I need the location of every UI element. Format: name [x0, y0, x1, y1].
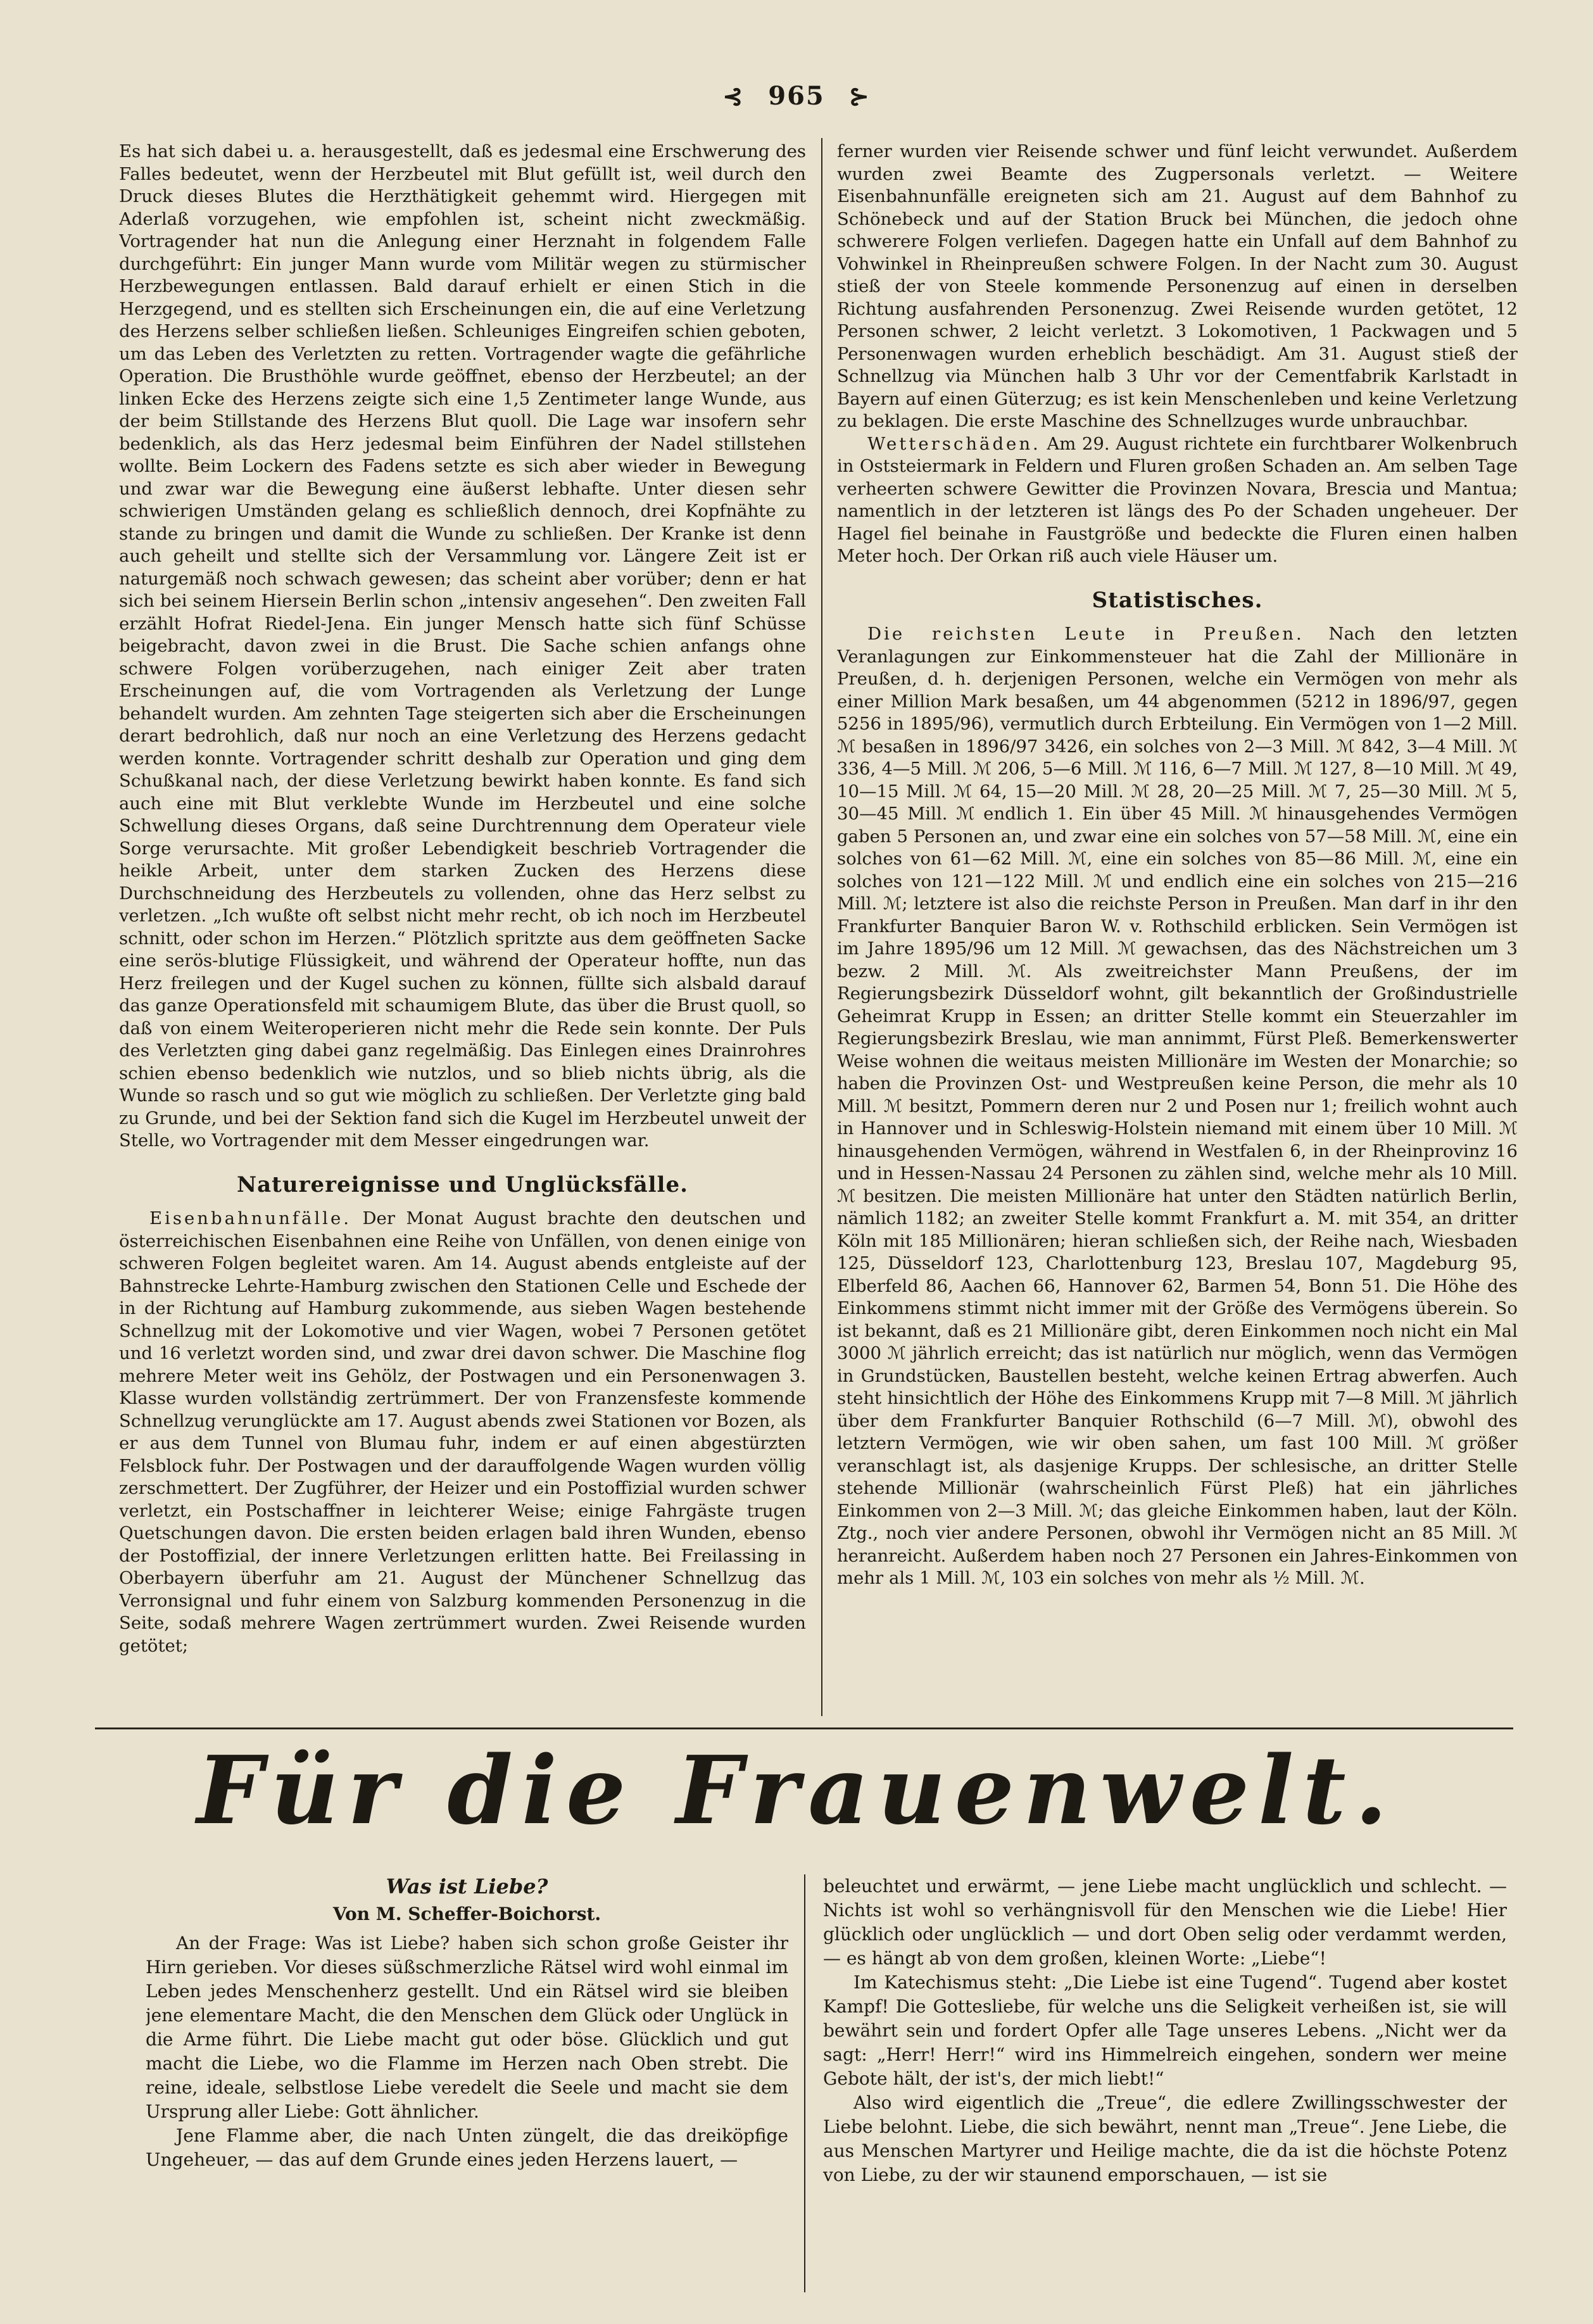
richest-people-paragraph	[837, 623, 1518, 1590]
article-left-column	[146, 1874, 788, 2292]
article-author: Von M. Scheffer-Boichorst.	[332, 1904, 601, 1924]
heading-statistics: Statistisches.	[1092, 587, 1263, 613]
column-divider	[821, 138, 822, 1716]
article-paragraph: Also wird eigentlich die „Treue“, die edlere Zwillingsschwester der Liebe belohnt. Liebe, die sich bewährt, nennt man „Treue“. Jene Liebe, die aus Menschen Martyrer und Heilige machte, die da ist die höchste Potenz von Liebe, zu der wir staunend emporschauen, — ist sie	[823, 2092, 1507, 2185]
heading-natural-events: Naturereignisse und Unglücksfälle.	[237, 1171, 688, 1197]
ornament-right-icon: ⊱	[848, 82, 871, 110]
railway-accidents-text: Der Monat August brachte den deutschen und österreichischen Eisenbahnen eine Reihe von Unfällen, von denen einige von schweren Folgen begleitet waren. Am 14. August abends entgleiste auf der Bahnstrecke Lehrte-Hamburg zwischen den Stationen Celle und Eschede der in der Richtung auf Hamburg zukommende, aus sieben Wagen bestehende Schnellzug mit der Lokomotive und vier Wagen, wobei 7 Personen getötet und 16 verletzt worden sind, und zwar drei davon schwer. Die Maschine flog mehrere Meter weit ins Gehölz, der Postwagen und ein Personenwagen 3. Klasse wurden vollständig zertrümmert. Der von Franzensfeste kommende Schnellzug verunglückte am 17. August abends zwei Stationen vor Bozen, als er aus dem Tunnel von Blumau fuhr, indem er auf einen abgestürzten Felsblock fuhr. Der Postwagen und der darauffolgende Wagen wurden völlig zerschmettert. Der Zugführer, der Heizer und ein Postoffizial wurden schwer verletzt, ein Postschaffner in leichterer Weise; einige Fahrgäste trugen Quetschungen davon. Die ersten beiden erlagen bald ihren Wunden, ebenso der Postoffizial, der innere Verletzungen erlitten hatte. Bei Freilassing in Oberbayern überfuhr am 21. August der Münchener Schnellzug das Verronsignal und fuhr einem von Salzburg kommenden Personenzug in die Seite, sodaß mehrere Wagen zertrümmert wurden. Zwei Reisende wurden getötet;	[119, 1208, 806, 1656]
left-column	[119, 141, 806, 1721]
richest-people-text: Nach den letzten Veranlagungen zur Einkommensteuer hat die Zahl der Millionäre in Preußen, d. h. derjenigen Personen, welche ein Vermögen von mehr als einer Million Mark besaßen, um 44 abgenommen (5212 in 1896/97, gegen 5256 in 1895/96), vermutlich durch Erbteilung. Ein Vermögen von 1—2 Mill. ℳ besaßen in 1896/97 3426, ein solches von 2—3 Mill. ℳ 842, 3—4 Mill. ℳ 336, 4—5 Mill. ℳ 206, 5—6 Mill. ℳ 116, 6—7 Mill. ℳ 127, 8—10 Mill. ℳ 49, 10—15 Mill. ℳ 64, 15—20 Mill. ℳ 28, 20—25 Mill. ℳ 7, 25—30 Mill. ℳ 5, 30—45 Mill. ℳ endlich 1. Ein über 45 Mill. ℳ hinausgehendes Vermögen gaben 5 Personen an, und zwar eine ein solches von 57—58 Mill. ℳ, eine ein solches von 61—62 Mill. ℳ, eine ein solches von 85—86 Mill. ℳ, eine ein solches von 121—122 Mill. ℳ und endlich eine ein solches von 215—216 Mill. ℳ; letztere ist also die reichste Person in Preußen. Man darf in ihr den Frankfurter Banquier Baron W. v. Rothschild erblicken. Sein Vermögen ist im Jahre 1895/96 um 12 Mill. ℳ gewachsen, das des Nächstreichen um 3 bezw. 2 Mill. ℳ. Als zweitreichster Mann Preußens, der im Regierungsbezirk Düsseldorf wohnt, gilt bekanntlich der Großindustrielle Geheimrat Krupp in Essen; an dritter Stelle kommt ein Steuerzahler im Regierungsbezirk Breslau, wie man annimmt, Fürst Pleß. Bemerkenswerter Weise wohnen die weitaus meisten Millionäre im Westen der Monarchie; so haben die Provinzen Ost- und Westpreußen keine Person, die mehr als 10 Mill. ℳ besitzt, Pommern deren nur 2 und Posen nur 1; freilich wohnt auch in Hannover und in Schleswig-Holstein niemand mit einem über 10 Mill. ℳ hinausgehenden Vermögen, während in Westfalen 6, in der Rheinprovinz 16 und in Hessen-Nassau 24 Personen zu zählen sind, welche mehr als 10 Mill. ℳ besitzen. Die meisten Millionäre hat unter den Städten natürlich Berlin, nämlich 1182; an zweiter Stelle kommt Frankfurt a. M. mit 354, an dritter Köln mit 185 Millionären; hieran schließen sich, der Reihe nach, Wiesbaden 125, Düsseldorf 123, Charlottenburg 123, Breslau 107, Magdeburg 95, Elberfeld 86, Aachen 66, Hannover 62, Barmen 54, Bonn 51. Die Höhe des Einkommens stimmt nicht immer mit der Größe des Vermögens überein. So ist bekannt, daß es 21 Millionäre gibt, deren Einkommen noch nicht ein Mal 3000 ℳ jährlich erreicht; das ist natürlich nur möglich, wenn das Vermögen in Grundstücken, Baustellen besteht, welche keinen Ertrag abwerfen. Auch steht hinsichtlich der Höhe des Einkommens Krupp mit 7—8 Mill. ℳ jährlich über dem Frankfurter Banquier Rothschild (6—7 Mill. ℳ), obwohl des letztern Vermögen, wie wir oben sahen, um fast 100 Mill. ℳ größer veranschlagt ist, als dasjenige Krupps. Der schlesische, an dritter Stelle stehende Millionär (wahrscheinlich Fürst Pleß) hat ein jährliches Einkommen von 2—3 Mill. ℳ; das gleiche Einkommen haben, laut der Köln. Ztg., noch vier andere Personen, obwohl ihr Vermögen nicht an 85 Mill. ℳ heranreicht. Außerdem haben noch 27 Personen ein Jahres-Einkommen von mehr als 1 Mill. ℳ, 103 ein solches von mehr als ½ Mill. ℳ.	[837, 624, 1518, 1588]
ornament-left-icon: ⊰	[722, 82, 745, 110]
railway-accidents-lead: Eisenbahnunfälle.	[149, 1208, 351, 1228]
accidents-continued-paragraph: ferner wurden vier Reisende schwer und fünf leicht verwundet. Außerdem wurden zwei Beamte des Zugpersonals verletzt. — Weitere Eisenbahnunfälle ereigneten sich am 21. August auf dem Bahnhof zu Schönebeck und auf der Station Bruck bei München, die jedoch ohne schwerere Folgen verliefen. Dagegen hatte ein Unfall auf dem Bahnhof zu Vohwinkel in Rheinpreußen schwere Folgen. In der Nacht zum 30. August stieß der von Steele kommende Personenzug auf einen in derselben Richtung ausfahrenden Personenzug. Zwei Reisende wurden getötet, 12 Personen schwer, 2 leicht verletzt. 3 Lokomotiven, 1 Packwagen und 5 Personenwagen wurden erheblich beschädigt. Am 31. August stieß der Schnellzug via München halb 3 Uhr vor der Cementfabrik Karlstadt in Bayern auf einen Güterzug; es ist kein Menschenleben und keine Verletzung zu beklagen. Die erste Maschine des Schnellzuges wurde unbrauchbar.	[837, 141, 1518, 431]
page-number-header	[0, 81, 1593, 111]
article-paragraph: Jene Flamme aber, die nach Unten züngelt, die das dreiköpfige Ungeheuer, — das auf dem Grunde eines jeden Herzens lauert, —	[146, 2125, 788, 2170]
banner-title: Für die Frauenwelt.	[196, 1735, 1397, 1845]
weather-damage-lead: Wetterschäden.	[867, 433, 1041, 454]
right-column	[837, 141, 1518, 1721]
article-title: Was ist Liebe?	[386, 1874, 548, 1898]
article-paragraph: Im Katechismus steht: „Die Liebe ist eine Tugend“. Tugend aber kostet Kampf! Die Gottesliebe, für welche uns die Seligkeit verheißen ist, sie will bewährt sein und fordert Opfer alle Tage unseres Lebens. „Nicht wer da sagt: „Herr! Herr!“ wird ins Himmelreich eingehen, sondern wer meine Gebote hält, der ist's, der mich liebt!“	[823, 1972, 1507, 2089]
bottom-column-divider	[804, 1874, 805, 2292]
page-number: 965	[768, 81, 825, 111]
article-paragraph: An der Frage: Was ist Liebe? haben sich schon große Geister ihr Hirn gerieben. Vor dieses süßschmerzliche Rätsel wird wohl einmal im Leben jedes Menschenherz gestellt. Und ein Rätsel wird sie bleiben jene elementare Macht, die den Menschen dem Glück oder Unglück in die Arme führt. Die Liebe macht gut oder böse. Glücklich und gut macht die Liebe, wo die Flamme im Herzen nach Oben strebt. Die reine, ideale, selbstlose Liebe veredelt die Seele und macht sie dem Ursprung aller Liebe: Gott ähnlicher.	[146, 1933, 788, 2122]
weather-damage-paragraph	[837, 433, 1518, 568]
weather-damage-text: Am 29. August richtete ein furchtbarer Wolkenbruch in Oststeiermark in Feldern und Fluren großen Schaden an. Am selben Tage verheerten schwere Gewitter die Provinzen Novara, Brescia und Mantua; namentlich in der letzteren ist längs des Po der Schaden ungeheuer. Der Hagel fiel beinahe in Faustgröße und bedeckte die Fluren einen halben Meter hoch. Der Orkan riß auch viele Häuser um.	[837, 433, 1518, 566]
article-right-column	[823, 1874, 1507, 2292]
section-divider	[95, 1727, 1513, 1729]
surgery-paragraph: Es hat sich dabei u. a. herausgestellt, daß es jedesmal eine Erschwerung des Falles bedeutet, wenn der Herzbeutel mit Blut gefüllt ist, weil durch den Druck dieses Blutes die Herzthätigkeit gehemmt wird. Hiergegen mit Aderlaß vorzugehen, wie empfohlen ist, scheint nicht zweckmäßig. Vortragender hat nun die Anlegung einer Herznaht in folgendem Falle durchgeführt: Ein junger Mann wurde vom Militär wegen zu stürmischer Herzbewegungen entlassen. Bald darauf erhielt er einen Stich in die Herzgegend, und es stellten sich Erscheinungen ein, die auf eine Verletzung des Herzens selber schließen ließen. Schleuniges Eingreifen schien geboten, um das Leben des Verletzten zu retten. Vortragender wagte die gefährliche Operation. Die Brusthöhle wurde geöffnet, ebenso der Herzbeutel; an der linken Ecke des Herzens zeigte sich eine 1,5 Zentimeter lange Wunde, aus der beim Stillstande des Herzens Blut quoll. Die Lage war insofern sehr bedenklich, als das Herz jedesmal beim Einführen der Nadel stillstehen wollte. Beim Lockern des Fadens setzte es sich aber wieder in Bewegung und zwar war die Bewegung eine äußerst lebhafte. Unter diesen sehr schwierigen Umständen gelang es schließlich dennoch, drei Kopfnähte zu stande zu bringen und damit die Wunde zu schließen. Der Kranke ist denn auch geheilt und stellte sich der Versammlung vor. Längere Zeit ist er naturgemäß noch schwach gewesen; das scheint aber vorüber; denn er hat sich bei seinem Hiersein Berlin schon „intensiv angesehen“. Den zweiten Fall erzählt Hofrat Riedel-Jena. Ein junger Mensch hatte sich fünf Schüsse beigebracht, davon zwei in die Brust. Die Sache schien anfangs ohne schwere Folgen vorüberzugehen, nach einiger Zeit aber traten Erscheinungen auf, die vom Vortragenden als Verletzung der Lunge behandelt wurden. Am zehnten Tage steigerten sich aber die Erscheinungen derart bedrohlich, daß nur noch an eine Verletzung des Herzens gedacht werden konnte. Vortragender schritt deshalb zur Operation und ging dem Schußkanal nach, der diese Verletzung bewirkt haben konnte. Es fand sich auch eine mit Blut verklebte Wunde im Herzbeutel und eine solche Schwellung dieses Organs, daß seine Durchtrennung dem Operateur viele Sorge verursachte. Mit großer Lebendigkeit beschrieb Vortragender die heikle Arbeit, unter dem starken Zucken des Herzens diese Durchschneidung des Herzbeutels zu vollenden, ohne das Herz selbst zu verletzen. „Ich wußte oft selbst nicht mehr recht, ob ich noch im Herzbeutel schnitt, oder schon im Herzen.“ Plötzlich spritzte aus dem geöffneten Sacke eine serös-blutige Flüssigkeit, und während der Operateur hoffte, nun das Herz freilegen und der Kugel suchen zu können, füllte sich alsbald darauf das ganze Operationsfeld mit schaumigem Blute, das über die Brust quoll, so daß von einem Weiteroperieren nicht mehr die Rede sein konnte. Der Puls des Verletzten ging dabei ganz regelmäßig. Das Einlegen eines Drainrohres schien ebenso bedenklich wie nutzlos, und so blieb nichts übrig, als die Wunde so rasch und so gut wie möglich zu schließen. Der Verletzte ging bald zu Grunde, und bei der Sektion fand sich die Kugel im Herzbeutel unweit der Stelle, wo Vortragender mit dem Messer eingedrungen war.	[119, 141, 806, 1151]
richest-people-lead: Die reichsten Leute in Preußen.	[867, 624, 1304, 644]
railway-accidents-paragraph	[119, 1208, 806, 1657]
article-paragraph: beleuchtet und erwärmt, — jene Liebe macht unglücklich und schlecht. — Nichts ist wohl so verhängnisvoll für den Menschen wie die Liebe! Hier glücklich oder unglücklich — und dort Oben selig oder verdammt werden, — es hängt ab von dem großen, kleinen Worte: „Liebe“!	[823, 1876, 1507, 1969]
